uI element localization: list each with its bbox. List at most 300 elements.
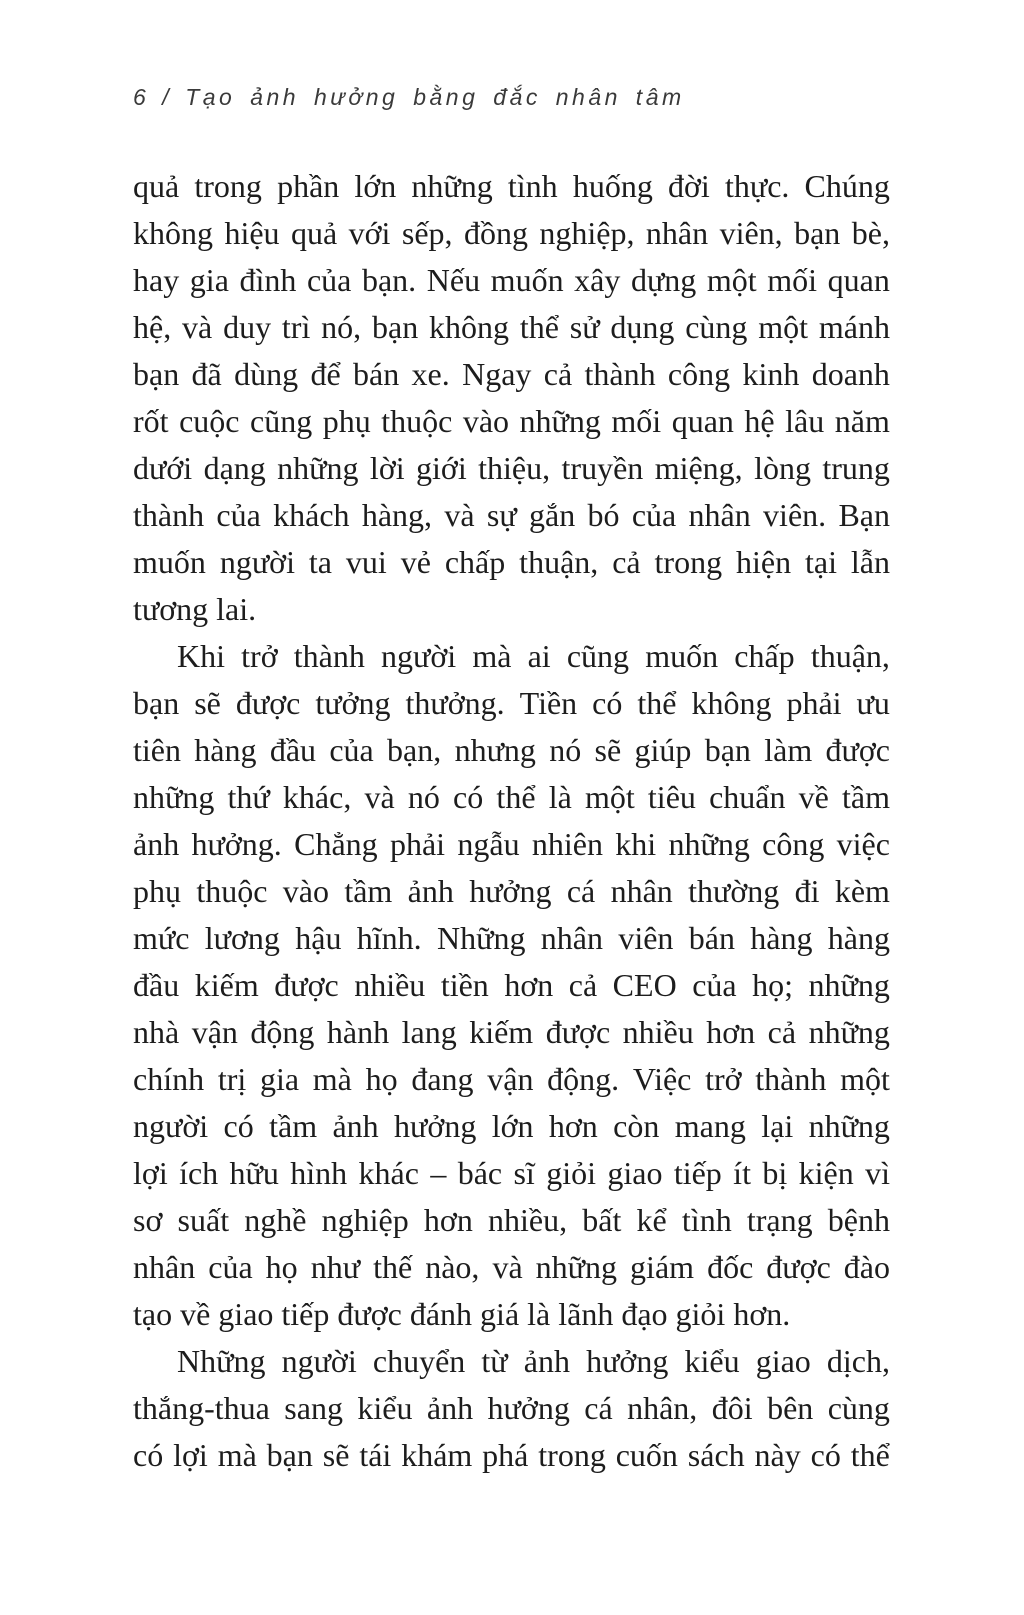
word: giám [630, 1249, 695, 1285]
word: bán [688, 920, 735, 956]
word: ngẫu [457, 826, 520, 862]
text-line [133, 1056, 890, 1103]
word: hơn [548, 1108, 598, 1144]
word: tại [805, 544, 837, 580]
word: lời [369, 450, 405, 486]
word: tiên [133, 732, 181, 768]
word: kiện [798, 1155, 854, 1191]
word: có [133, 1437, 164, 1473]
word: cùng [827, 1390, 890, 1426]
word: thuận, [519, 544, 599, 580]
word: của [216, 497, 261, 533]
word: bạn [133, 356, 180, 392]
word: bó [587, 497, 620, 533]
word: thể [637, 685, 677, 721]
word: nhiều [354, 967, 426, 1003]
word: dạng [203, 450, 266, 486]
word: trị [217, 1061, 247, 1097]
word: có [453, 779, 484, 815]
word: và [364, 779, 395, 815]
word: miệng, [654, 450, 743, 486]
word: nó [549, 732, 582, 768]
word: hiện [735, 544, 792, 580]
word: nhân [688, 497, 751, 533]
word: một [758, 309, 809, 345]
word: không [691, 685, 772, 721]
word: hệ, [133, 309, 172, 345]
word: thể [850, 1437, 890, 1473]
word: nhân, [627, 1390, 698, 1426]
word: lợi [173, 1437, 208, 1473]
word: quan [827, 262, 890, 298]
word: những [668, 826, 750, 862]
text-line [133, 962, 890, 1009]
word: nghề [244, 1202, 307, 1238]
text-line [133, 304, 890, 351]
word: những [277, 450, 359, 486]
word: thuận, [810, 638, 890, 674]
word: này [754, 1437, 801, 1473]
word: doanh [811, 356, 890, 392]
word: bệnh [827, 1202, 890, 1238]
word: đầu [133, 967, 180, 1003]
word: và [444, 497, 475, 533]
word: của [692, 967, 737, 1003]
word: dưới [133, 450, 193, 486]
word: được [766, 1249, 831, 1285]
word: khác, [282, 779, 352, 815]
word: những [411, 168, 493, 204]
word: dụng [610, 309, 675, 345]
word: cá [584, 1390, 613, 1426]
word: khi [615, 826, 657, 862]
word: của [208, 1249, 253, 1285]
word: đã [191, 356, 222, 392]
word: đình [239, 262, 297, 298]
word: sẽ [322, 1437, 350, 1473]
word: dùng [234, 356, 299, 392]
word: những [808, 1108, 890, 1144]
word: nhân [133, 1249, 196, 1285]
word: hệ [744, 403, 775, 439]
word: người [133, 1108, 209, 1144]
word: bạn, [387, 732, 442, 768]
word: hưởng [586, 1343, 669, 1379]
word: duy [223, 309, 272, 345]
paragraph [133, 1338, 890, 1479]
word: lại [761, 1108, 794, 1144]
word: tiền [440, 967, 489, 1003]
word: lương [204, 920, 280, 956]
word: người [381, 638, 457, 674]
word: lòng [754, 450, 811, 486]
word: Tiền [519, 685, 578, 721]
text-line [133, 539, 890, 586]
word: đồng [463, 215, 528, 251]
word: nhiên [531, 826, 603, 862]
word: còn [613, 1108, 660, 1144]
word: thuộc [381, 403, 453, 439]
word: kinh [742, 356, 800, 392]
word: ưu [856, 685, 890, 721]
word: bán [352, 356, 400, 392]
word: của [306, 262, 352, 298]
word: trở [241, 638, 278, 674]
word: thể [496, 779, 536, 815]
word: cả [543, 356, 573, 392]
word: bạn [371, 309, 419, 345]
word: kiếm [194, 967, 259, 1003]
word: tưởng [315, 685, 391, 721]
word: kèm [834, 873, 890, 909]
word: cũng [566, 638, 630, 674]
word: tình [507, 168, 558, 204]
word: sự [486, 497, 517, 533]
word: giao [607, 1155, 663, 1191]
text-line [133, 680, 890, 727]
word: trong [194, 168, 262, 204]
word: hơn [423, 1202, 473, 1238]
word: bạn. [361, 262, 417, 298]
word: CEO [612, 967, 677, 1003]
word: đời [667, 168, 710, 204]
word: nào, [425, 1249, 480, 1285]
word: vào [282, 873, 329, 909]
word: huống [572, 168, 653, 204]
header-separator: / [162, 84, 173, 110]
chapter-title: Tạo ảnh hưởng bằng đắc nhân tâm [185, 84, 685, 110]
word: dựng [630, 262, 697, 298]
word: thưởng. [405, 685, 505, 721]
text-line [133, 445, 890, 492]
word: vẻ [400, 544, 431, 580]
word: những [808, 967, 890, 1003]
word: ích [179, 1155, 219, 1191]
word: làm [764, 732, 813, 768]
word: mánh [818, 309, 890, 345]
word: động. [547, 1061, 620, 1097]
word: mối [767, 262, 818, 298]
word: của [329, 732, 374, 768]
word: suất [177, 1202, 230, 1238]
word: vui [345, 544, 387, 580]
word: bác [457, 1155, 503, 1191]
word: viên. [763, 497, 827, 533]
word: giao [755, 1343, 811, 1379]
word: muốn [133, 544, 206, 580]
word: thắng-thua [133, 1390, 270, 1426]
word: không [429, 309, 510, 345]
word: viên [618, 920, 674, 956]
word: vận [191, 1014, 238, 1050]
text-line [133, 492, 890, 539]
word: trung [822, 450, 890, 486]
word: người [219, 544, 295, 580]
word: lẫn [850, 544, 890, 580]
text-line [133, 1338, 890, 1385]
word: thuộc [196, 873, 268, 909]
word: viên, [719, 215, 783, 251]
word: không [133, 215, 213, 251]
word: tầm [269, 1108, 318, 1144]
word: nghiệp, [539, 215, 635, 251]
word: hình [290, 1155, 348, 1191]
word: phụ [133, 873, 181, 909]
word: hậu [295, 920, 342, 956]
word: nó [407, 779, 440, 815]
word: Ngay [462, 356, 532, 392]
word: thành [584, 356, 656, 392]
word: nhiều [622, 1014, 694, 1050]
word: ảnh [523, 1343, 570, 1379]
word: gia [189, 262, 229, 298]
word: thành [755, 1061, 827, 1097]
word: cùng [685, 309, 748, 345]
word: việc [836, 826, 890, 862]
word: cá [566, 873, 596, 909]
word: hưởng [487, 1390, 570, 1426]
word: được [235, 685, 301, 721]
word: hành [326, 1014, 390, 1050]
word: tái [359, 1437, 392, 1473]
word: đi [794, 873, 820, 909]
word: trong [654, 544, 723, 580]
word: hữu [229, 1155, 279, 1191]
word: đốc [707, 1249, 754, 1285]
word: sĩ [513, 1155, 535, 1191]
word: cũng [249, 403, 313, 439]
word: cả [568, 967, 598, 1003]
word: từ [481, 1343, 508, 1379]
word: là [548, 779, 572, 815]
word: Những [177, 1343, 266, 1379]
text-line [133, 868, 890, 915]
word: khách [273, 497, 350, 533]
word: kiểu [357, 1390, 413, 1426]
text-line [133, 351, 890, 398]
word: – [430, 1155, 447, 1191]
word: sơ [133, 1202, 163, 1238]
word: ta [308, 544, 332, 580]
word: bạn [704, 732, 751, 768]
word: những [808, 1014, 890, 1050]
word: thành [293, 638, 365, 674]
word: phụ [322, 403, 371, 439]
word: phải [389, 826, 446, 862]
word: thực. [724, 168, 790, 204]
word: nhân [540, 920, 603, 956]
word: cả [612, 544, 641, 580]
word: cuộc [179, 403, 240, 439]
word: thường [688, 873, 780, 909]
word: hơn [706, 1014, 756, 1050]
word: thiệu, [478, 450, 551, 486]
word: sử [569, 309, 600, 345]
word: ảnh [133, 826, 180, 862]
text-line [133, 1197, 890, 1244]
word: quả [133, 168, 180, 204]
word: mà [312, 1061, 352, 1097]
word: muốn [645, 638, 719, 674]
text-line [133, 915, 890, 962]
word: tầm [842, 779, 890, 815]
word: hưởng [394, 1108, 477, 1144]
word: lớn [491, 1108, 534, 1144]
paragraph [133, 163, 890, 633]
word: dịch, [826, 1343, 890, 1379]
word: Chúng [804, 168, 890, 204]
word: họ [265, 1249, 298, 1285]
word: hiệu [224, 215, 280, 251]
word: hay [133, 262, 180, 298]
word: kiểu [684, 1343, 740, 1379]
word: nhân [610, 873, 673, 909]
word: được [545, 1014, 611, 1050]
word: cuốn [615, 1437, 678, 1473]
word: trở [705, 1061, 742, 1097]
word: cả [767, 1014, 797, 1050]
word: quan [671, 403, 734, 439]
word: sẽ [194, 685, 221, 721]
word: hơn [504, 967, 554, 1003]
word: nó, [321, 309, 362, 345]
word: hĩnh. [356, 920, 422, 956]
word: quả [290, 215, 338, 251]
word: muốn [490, 262, 564, 298]
word: những [535, 1249, 618, 1285]
text-line: tạo về giao tiếp được đánh giá là lãnh đạo giỏi hơn. [133, 1296, 791, 1332]
word: hàng [827, 920, 890, 956]
word: phá [482, 1437, 529, 1473]
word: thứ [227, 779, 270, 815]
word: người [281, 1343, 357, 1379]
word: tiêu [647, 779, 696, 815]
word: tầm [344, 873, 393, 909]
word: bị [762, 1155, 788, 1191]
word: ít [733, 1155, 751, 1191]
word: kiếm [469, 1014, 534, 1050]
word: kể [636, 1202, 667, 1238]
word: Nếu [426, 262, 481, 298]
text-line [133, 774, 890, 821]
word: động [250, 1014, 315, 1050]
word: những [519, 403, 601, 439]
text-line [133, 1150, 890, 1197]
text-line [133, 257, 890, 304]
word: bạn [133, 685, 180, 721]
word: họ; [752, 967, 793, 1003]
word: thành [133, 497, 205, 533]
word: tiếp [673, 1155, 722, 1191]
word: xe. [411, 356, 450, 392]
word: gắn [528, 497, 576, 533]
text-line [133, 210, 890, 257]
word: để [310, 356, 341, 392]
word: bất [582, 1202, 622, 1238]
word: vào [462, 403, 510, 439]
word: hàng [750, 920, 813, 956]
word: có [592, 685, 623, 721]
word: phần [277, 168, 340, 204]
word: lớn [354, 168, 397, 204]
word: những [133, 779, 215, 815]
word: Khi [177, 638, 225, 674]
word: một [706, 262, 757, 298]
word: mà [217, 1437, 257, 1473]
word: đang [411, 1061, 474, 1097]
word: hàng [194, 732, 257, 768]
word: chấp [444, 544, 506, 580]
word: hàng, [361, 497, 433, 533]
word: như [310, 1249, 361, 1285]
word: trong [538, 1437, 606, 1473]
word: chuẩn [709, 779, 786, 815]
word: sẽ [594, 732, 622, 768]
word: mối [611, 403, 662, 439]
text-line [133, 1385, 890, 1432]
word: Những [437, 920, 526, 956]
word: vận [487, 1061, 534, 1097]
word: lợi [133, 1155, 168, 1191]
word: giỏi [546, 1155, 596, 1191]
word: chuyển [372, 1343, 466, 1379]
text-line [133, 1103, 890, 1150]
word: ảnh [332, 1108, 379, 1144]
word: sếp, [401, 215, 453, 251]
word: nhà [133, 1014, 180, 1050]
word: giúp [634, 732, 692, 768]
word: mà [472, 638, 512, 674]
text-line [133, 398, 890, 445]
word: bạn [266, 1437, 313, 1473]
word: hưởng [469, 873, 552, 909]
paragraph [133, 633, 890, 1338]
word: chính [133, 1061, 205, 1097]
word: trì [281, 309, 311, 345]
text-line [133, 633, 890, 680]
page-body [133, 163, 890, 1479]
word: giới [416, 450, 467, 486]
word: công [762, 826, 825, 862]
word: mang [674, 1108, 746, 1144]
word: Việc [632, 1061, 692, 1097]
word: thế [373, 1249, 413, 1285]
word: về [798, 779, 829, 815]
word: nghiệp [321, 1202, 409, 1238]
running-head [133, 84, 685, 111]
page-number: 6 [133, 84, 150, 110]
word: của [631, 497, 677, 533]
word: Chẳng [294, 826, 378, 862]
word: họ [365, 1061, 398, 1097]
word: nhân [645, 215, 709, 251]
word: nhưng [454, 732, 536, 768]
word: và [492, 1249, 523, 1285]
text-line [133, 727, 890, 774]
word: vì [865, 1155, 890, 1191]
word: rốt [133, 403, 169, 439]
word: công [667, 356, 731, 392]
word: một [840, 1061, 890, 1097]
word: có [810, 1437, 841, 1473]
text-line [133, 163, 890, 210]
word: tình [681, 1202, 732, 1238]
word: mức [133, 920, 190, 956]
word: sang [284, 1390, 343, 1426]
word: xây [574, 262, 621, 298]
word: được [274, 967, 339, 1003]
word: chấp [734, 638, 795, 674]
